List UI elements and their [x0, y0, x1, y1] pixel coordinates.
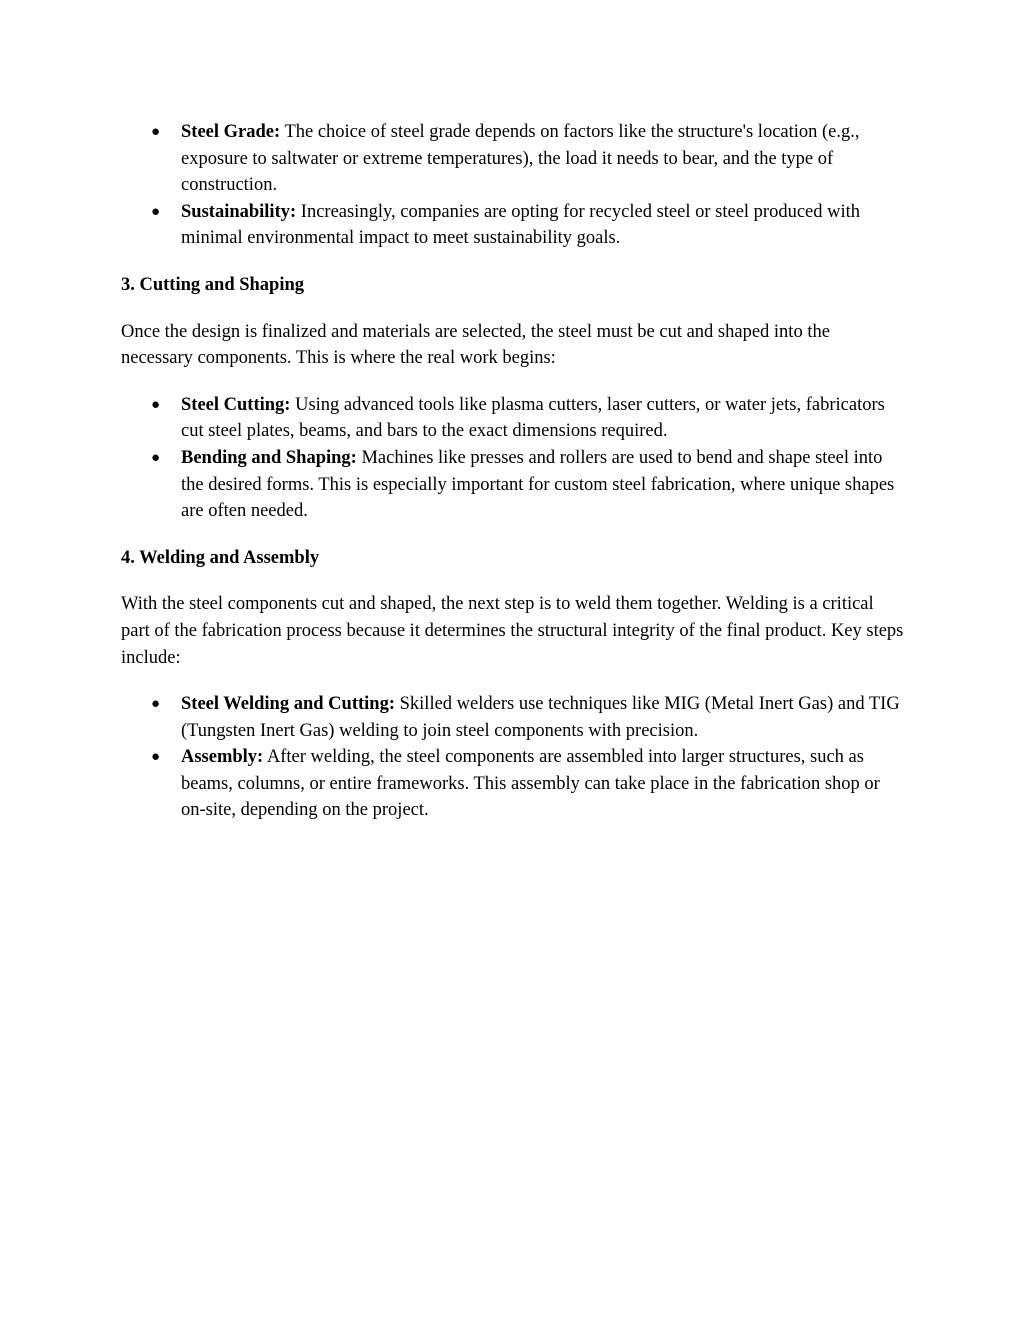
item-term: Bending and Shaping: — [181, 447, 357, 468]
list-item — [121, 445, 906, 525]
bullet-icon: ● — [151, 203, 161, 220]
item-text: The choice of steel grade depends on factors like the structure's location (e.g., exposure to saltwater or extreme temperatures), the load it needs to bear, and the type of construction. — [181, 122, 860, 196]
material-considerations-list — [121, 119, 906, 252]
item-text: Skilled welders use techniques like MIG (Metal Inert Gas) and TIG (Tungsten Inert Gas) welding to join steel components with precision. — [181, 694, 900, 741]
document-page — [121, 119, 906, 824]
section-heading-cutting-shaping: 3. Cutting and Shaping — [121, 274, 305, 295]
bullet-icon: ● — [151, 124, 161, 140]
bullet-icon: ● — [151, 449, 161, 466]
list-item — [121, 744, 906, 824]
section-intro-welding-assembly: With the steel components cut and shaped, the next step is to weld them together. Welding is a critical part of the fabrication process because it determines the structural integrity of the final product. Key steps include: — [121, 594, 904, 668]
bullet-icon: ● — [151, 396, 161, 413]
section-heading-welding-assembly: 4. Welding and Assembly — [121, 547, 320, 568]
item-term: Assembly: — [181, 747, 264, 768]
item-text: After welding, the steel components are assembled into larger structures, such as beams, columns, or entire frameworks. This assembly can take place in the fabrication shop or on-site, depending on the project. — [181, 747, 880, 821]
item-text: Using advanced tools like plasma cutters, laser cutters, or water jets, fabricators cut steel plates, beams, and bars to the exact dimensions required. — [181, 394, 885, 442]
section-intro-cutting-shaping: Once the design is finalized and materials are selected, the steel must be cut and shaped into the necessary components. This is where the real work begins: — [121, 321, 830, 369]
item-term: Steel Welding and Cutting: — [181, 694, 395, 715]
list-item — [121, 392, 906, 445]
item-term: Steel Cutting: — [181, 394, 291, 415]
list-item — [121, 119, 906, 199]
item-text: Increasingly, companies are opting for recycled steel or steel produced with minimal environmental impact to meet sustainability goals. — [181, 201, 861, 249]
bullet-icon: ● — [151, 749, 161, 766]
item-text: Machines like presses and rollers are used to bend and shape steel into the desired forms. This is especially important for custom steel fabrication, where unique shapes are often needed. — [181, 447, 895, 522]
list-item — [121, 199, 906, 252]
bullet-icon: ● — [151, 696, 161, 713]
cutting-shaping-list — [121, 392, 906, 525]
welding-assembly-list — [121, 691, 906, 824]
list-item — [121, 691, 906, 744]
item-term: Steel Grade: — [181, 122, 281, 142]
item-term: Sustainability: — [181, 201, 297, 222]
